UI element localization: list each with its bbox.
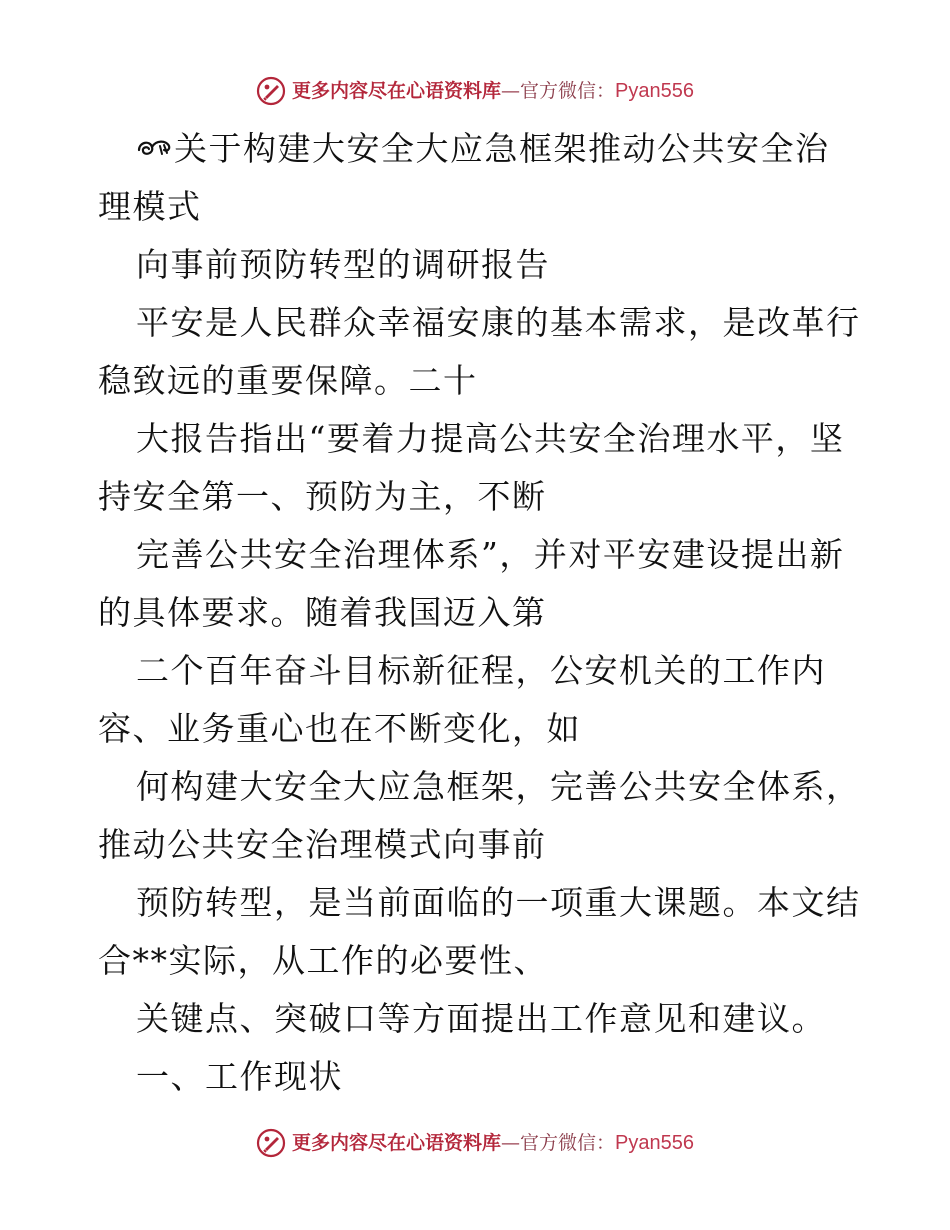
paragraph-line: 预防转型，是当前面临的一项重大课题。本文结 (136, 883, 861, 922)
paragraph-line: 二个百年奋斗目标新征程，公安机关的工作内 (136, 651, 826, 690)
section-heading: 一、工作现状 (136, 1057, 343, 1096)
title-line-1 (98, 120, 858, 178)
paragraph-line: 推动公共安全治理模式向事前 (98, 825, 547, 864)
watermark-wechat-label: 官方微信： (520, 80, 616, 102)
quill-logo-icon (256, 1128, 286, 1158)
title-text-1: 关于构建大安全大应急框架推动公共安全治 (174, 129, 830, 168)
watermark-separator: — (501, 80, 521, 102)
watermark-wechat-id: Pyan556 (615, 80, 694, 102)
watermark-brand: 更多内容尽在心语资料库 (292, 1132, 502, 1154)
header-watermark (0, 76, 950, 106)
watermark-brand: 更多内容尽在心语资料库 (292, 80, 502, 102)
paragraph-line: 的具体要求。随着我国迈入第 (98, 593, 547, 632)
paragraph-line: 持安全第一、预防为主，不断 (98, 477, 547, 516)
document-body (98, 120, 861, 1106)
title-line-2: 理模式 (98, 187, 202, 226)
watermark-separator: — (501, 1132, 521, 1154)
paragraph-line: 容、业务重心也在不断变化，如 (98, 709, 581, 748)
paragraph-line: 合**实际，从工作的必要性、 (98, 941, 548, 980)
paragraph-line: 何构建大安全大应急框架，完善公共安全体系， (136, 767, 861, 806)
footer-watermark (0, 1128, 950, 1158)
paragraph-line: 大报告指出“要着力提高公共安全治理水平，坚 (136, 419, 845, 458)
flourish-icon (136, 132, 172, 162)
paragraph-line: 完善公共安全治理体系”，并对平安建设提出新 (136, 535, 845, 574)
paragraph-line: 平安是人民群众幸福安康的基本需求，是改革行 (136, 303, 861, 342)
watermark-wechat-id: Pyan556 (615, 1132, 694, 1154)
paragraph-line: 关键点、突破口等方面提出工作意见和建议。 (136, 999, 826, 1038)
subtitle-line: 向事前预防转型的调研报告 (136, 245, 550, 284)
paragraph-line: 稳致远的重要保障。二十 (98, 361, 478, 400)
quill-logo-icon (256, 76, 286, 106)
watermark-wechat-label: 官方微信： (520, 1132, 616, 1154)
